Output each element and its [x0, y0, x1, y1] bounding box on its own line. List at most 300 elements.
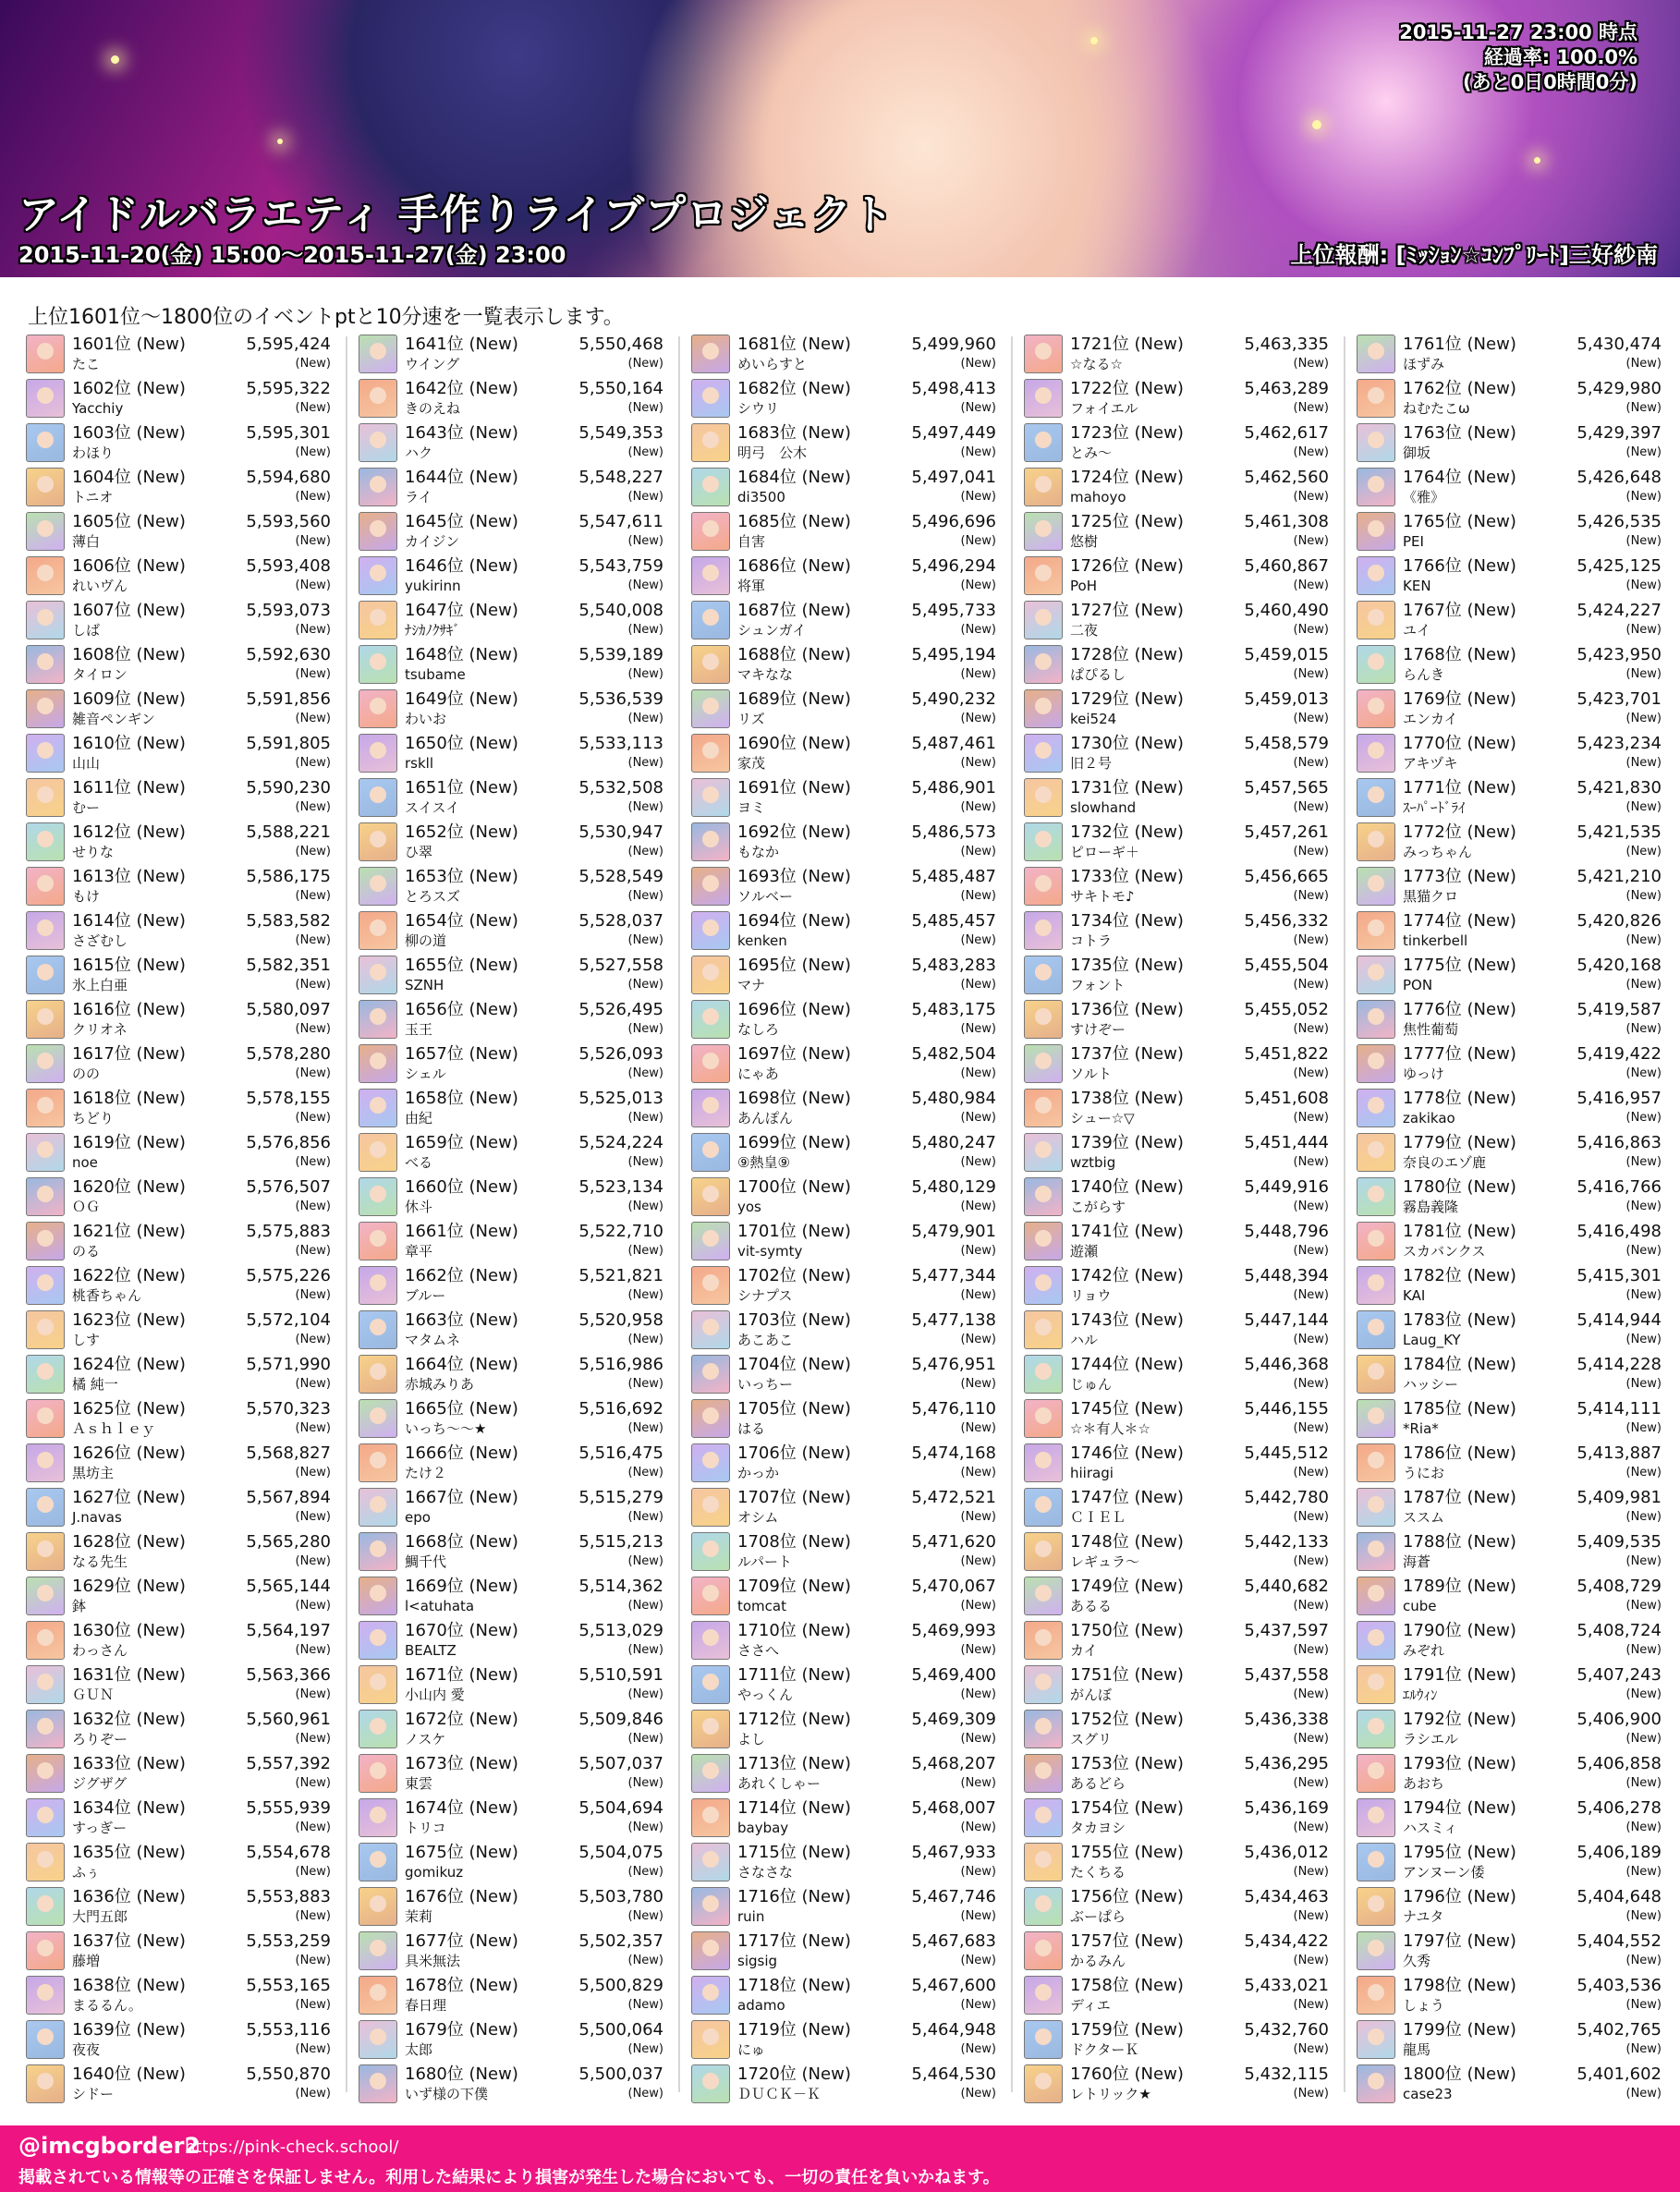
rank-label: 1604位 (New) [72, 468, 186, 487]
player-name: 雑音ペンギン [72, 711, 155, 727]
sparkle-decoration [111, 55, 119, 64]
ranking-entry [1355, 1353, 1665, 1397]
idol-avatar [26, 1089, 65, 1127]
event-points: 5,449,916 [1244, 1177, 1329, 1197]
ranking-entry [1022, 1486, 1333, 1530]
player-name: ピローギ＋ [1070, 844, 1140, 860]
ranking-entry [1022, 1885, 1333, 1930]
idol-avatar [691, 1355, 730, 1394]
idol-avatar [1024, 689, 1063, 728]
ranking-entry [24, 1397, 335, 1442]
event-points: 5,550,164 [578, 379, 663, 398]
event-points: 5,590,230 [246, 778, 331, 798]
player-name: ウイング [405, 356, 460, 372]
player-name: 氷上白亜 [72, 977, 128, 993]
speed-new-label: (New) [1625, 357, 1662, 371]
rank-label: 1657位 (New) [405, 1044, 518, 1064]
event-points: 5,480,984 [911, 1089, 996, 1108]
event-points: 5,477,344 [911, 1266, 996, 1285]
idol-avatar [1024, 1798, 1063, 1837]
idol-avatar [691, 1488, 730, 1527]
idol-avatar [26, 734, 65, 773]
rank-label: 1686位 (New) [737, 556, 851, 576]
event-points: 5,436,012 [1244, 1843, 1329, 1862]
rank-label: 1671位 (New) [405, 1665, 518, 1685]
idol-avatar [1024, 1133, 1063, 1172]
player-name: のの [72, 1066, 101, 1082]
speed-new-label: (New) [627, 357, 663, 371]
ranking-entry [1355, 1264, 1665, 1309]
speed-new-label: (New) [295, 1909, 331, 1923]
rank-label: 1644位 (New) [405, 468, 518, 487]
player-name: 焦性葡萄 [1403, 1021, 1459, 1038]
speed-new-label: (New) [960, 1687, 996, 1701]
rank-label: 1703位 (New) [737, 1310, 851, 1330]
player-name: 明弓 公木 [737, 444, 808, 461]
idol-avatar [691, 1443, 730, 1482]
ranking-entry [689, 1175, 1000, 1220]
rank-label: 1613位 (New) [72, 867, 186, 886]
idol-avatar [26, 556, 65, 595]
idol-avatar [359, 1843, 397, 1881]
speed-new-label: (New) [295, 800, 331, 814]
player-name: じゅん [1070, 1376, 1113, 1393]
event-points: 5,497,041 [911, 468, 996, 487]
ranking-column [24, 333, 335, 2107]
idol-avatar [1024, 911, 1063, 950]
player-name: PoH [1070, 578, 1097, 594]
ranking-entry [689, 1530, 1000, 1575]
player-name: ☆＊有人＊☆ [1070, 1420, 1150, 1437]
player-name: ふぅ [72, 1864, 101, 1881]
ranking-entry [1355, 1752, 1665, 1796]
idol-avatar [26, 335, 65, 373]
rank-label: 1736位 (New) [1070, 1000, 1184, 1019]
speed-new-label: (New) [1625, 1288, 1662, 1302]
ranking-entry [24, 1264, 335, 1309]
rank-label: 1722位 (New) [1070, 379, 1184, 398]
rank-label: 1771位 (New) [1403, 778, 1516, 798]
speed-new-label: (New) [295, 756, 331, 770]
ranking-entry [1355, 377, 1665, 421]
idol-avatar [691, 423, 730, 462]
ranking-entry [1355, 776, 1665, 821]
player-name: わいお [405, 711, 447, 727]
player-name: 具米無法 [405, 1953, 461, 1969]
rank-label: 1618位 (New) [72, 1089, 186, 1108]
rank-label: 1764位 (New) [1403, 468, 1516, 487]
ranking-entry [357, 377, 667, 421]
ranking-entry [24, 1796, 335, 1841]
idol-avatar [359, 556, 397, 595]
speed-new-label: (New) [1293, 1687, 1329, 1701]
player-name: ナユタ [1403, 1908, 1444, 1925]
player-name: たくちる [1070, 1864, 1126, 1881]
idol-avatar [1357, 1177, 1395, 1216]
timestamp-block [1399, 20, 1637, 95]
ranking-entry [357, 2063, 667, 2107]
player-name: ソルベー [737, 888, 794, 905]
event-points: 5,462,560 [1244, 468, 1329, 487]
idol-avatar [26, 423, 65, 462]
rank-label: 1668位 (New) [405, 1532, 518, 1552]
speed-new-label: (New) [627, 1554, 663, 1568]
speed-new-label: (New) [295, 1421, 331, 1435]
player-name: 久秀 [1403, 1953, 1431, 1969]
ranking-entry [357, 1087, 667, 1131]
ranking-entry [24, 643, 335, 688]
speed-new-label: (New) [1293, 1066, 1329, 1080]
event-points: 5,526,495 [578, 1000, 663, 1019]
event-points: 5,485,457 [911, 911, 996, 931]
ranking-entry [1022, 865, 1333, 909]
idol-avatar [1357, 1798, 1395, 1837]
elapsed-rate: 経過率: 100.0% [1483, 46, 1637, 68]
player-name: 御坂 [1403, 444, 1431, 461]
rank-label: 1693位 (New) [737, 867, 851, 886]
ranking-entry [357, 510, 667, 554]
rank-label: 1672位 (New) [405, 1710, 518, 1729]
rank-label: 1694位 (New) [737, 911, 851, 931]
rank-label: 1784位 (New) [1403, 1355, 1516, 1374]
ranking-entry [1355, 599, 1665, 643]
player-name: なしろ [737, 1021, 780, 1038]
rank-label: 1794位 (New) [1403, 1798, 1516, 1818]
event-points: 5,497,449 [911, 423, 996, 443]
ranking-entry [1355, 1309, 1665, 1353]
rank-label: 1646位 (New) [405, 556, 518, 576]
ranking-entry [24, 1442, 335, 1486]
event-points: 5,448,796 [1244, 1222, 1329, 1241]
idol-avatar [1357, 1621, 1395, 1660]
event-points: 5,575,226 [246, 1266, 331, 1285]
rank-label: 1743位 (New) [1070, 1310, 1184, 1330]
idol-avatar [359, 1044, 397, 1083]
speed-new-label: (New) [295, 401, 331, 415]
idol-avatar [359, 423, 397, 462]
ranking-entry [1355, 643, 1665, 688]
twitter-handle[interactable]: @imcgborder2 [18, 2133, 201, 2159]
event-points: 5,595,322 [246, 379, 331, 398]
speed-new-label: (New) [1625, 1377, 1662, 1391]
rank-label: 1617位 (New) [72, 1044, 186, 1064]
player-name: マキなな [737, 666, 794, 683]
player-name: カイジン [405, 533, 460, 550]
speed-new-label: (New) [1293, 1111, 1329, 1125]
idol-avatar [26, 379, 65, 418]
idol-avatar [26, 1399, 65, 1438]
speed-new-label: (New) [960, 756, 996, 770]
ranking-entry [24, 1175, 335, 1220]
idol-avatar [691, 1621, 730, 1660]
idol-avatar [26, 512, 65, 551]
rank-label: 1662位 (New) [405, 1266, 518, 1285]
idol-avatar [1024, 601, 1063, 639]
event-points: 5,436,338 [1244, 1710, 1329, 1729]
rank-label: 1750位 (New) [1070, 1621, 1184, 1640]
idol-avatar [1357, 1310, 1395, 1349]
speed-new-label: (New) [960, 978, 996, 992]
rank-label: 1614位 (New) [72, 911, 186, 931]
event-points: 5,507,037 [578, 1754, 663, 1773]
rank-label: 1635位 (New) [72, 1843, 186, 1862]
idol-avatar [1357, 1443, 1395, 1482]
ranking-entry [1355, 1575, 1665, 1619]
player-name: ハル [1070, 1332, 1099, 1348]
speed-new-label: (New) [1625, 1200, 1662, 1213]
speed-new-label: (New) [627, 978, 663, 992]
player-name: ぱぴるし [1070, 666, 1126, 683]
player-name: ノスケ [405, 1731, 446, 1748]
ranking-entry [357, 1619, 667, 1663]
player-name: サキトモ♪ [1070, 888, 1135, 905]
rank-label: 1790位 (New) [1403, 1621, 1516, 1640]
ranking-entry [689, 1708, 1000, 1752]
event-points: 5,582,351 [246, 956, 331, 975]
player-name: レギュラ～ [1070, 1553, 1140, 1570]
speed-new-label: (New) [627, 1333, 663, 1346]
event-points: 5,467,683 [911, 1931, 996, 1951]
idol-avatar [26, 1000, 65, 1039]
player-name: 霧島義隆 [1403, 1199, 1459, 1215]
event-points: 5,419,422 [1577, 1044, 1662, 1064]
idol-avatar [26, 1798, 65, 1837]
ranking-entry [357, 1752, 667, 1796]
ranking-entry [24, 1885, 335, 1930]
player-name: ねむたこω [1403, 400, 1470, 417]
event-points: 5,496,294 [911, 556, 996, 576]
speed-new-label: (New) [1293, 1288, 1329, 1302]
ranking-entry [689, 1486, 1000, 1530]
rank-label: 1759位 (New) [1070, 2020, 1184, 2040]
speed-new-label: (New) [1625, 1687, 1662, 1701]
idol-avatar [1357, 1399, 1395, 1438]
idol-avatar [359, 1266, 397, 1305]
speed-new-label: (New) [1625, 401, 1662, 415]
idol-avatar [691, 1843, 730, 1881]
ranking-entry [689, 510, 1000, 554]
idol-avatar [1024, 956, 1063, 994]
rank-label: 1751位 (New) [1070, 1665, 1184, 1685]
speed-new-label: (New) [1293, 1776, 1329, 1790]
event-points: 5,515,213 [578, 1532, 663, 1552]
speed-new-label: (New) [627, 1244, 663, 1258]
ranking-entry [1022, 466, 1333, 510]
player-name: にゃあ [737, 1066, 779, 1082]
speed-new-label: (New) [960, 800, 996, 814]
rank-label: 1616位 (New) [72, 1000, 186, 1019]
site-link[interactable]: https://pink-check.school/ [185, 2137, 399, 2157]
player-name: がんぼ [1070, 1687, 1113, 1703]
rank-label: 1652位 (New) [405, 822, 518, 842]
ranking-entry [1355, 510, 1665, 554]
player-name: コトラ [1070, 932, 1113, 949]
idol-avatar [691, 1000, 730, 1039]
ranking-entry [24, 1087, 335, 1131]
event-points: 5,455,052 [1244, 1000, 1329, 1019]
idol-avatar [691, 867, 730, 906]
event-points: 5,423,234 [1577, 734, 1662, 753]
idol-avatar [691, 1222, 730, 1260]
ranking-entry [1355, 732, 1665, 776]
speed-new-label: (New) [960, 1244, 996, 1258]
rank-label: 1630位 (New) [72, 1621, 186, 1640]
ranking-entry [1355, 2018, 1665, 2063]
ranking-entry [1022, 333, 1333, 377]
ranking-entry [1355, 1131, 1665, 1175]
column-divider [1344, 336, 1345, 2092]
ranking-entry [24, 510, 335, 554]
idol-avatar [359, 1931, 397, 1970]
idol-avatar [691, 556, 730, 595]
player-name: kei524 [1070, 711, 1117, 727]
ranking-entry [689, 1752, 1000, 1796]
footer [0, 2125, 1680, 2192]
player-name: vit-symty [737, 1243, 803, 1260]
ranking-entry [357, 1220, 667, 1264]
player-name: アンヌーン倭 [1403, 1864, 1485, 1881]
ranking-entry [689, 1841, 1000, 1885]
speed-new-label: (New) [960, 445, 996, 459]
rank-label: 1654位 (New) [405, 911, 518, 931]
event-points: 5,526,093 [578, 1044, 663, 1064]
rank-label: 1679位 (New) [405, 2020, 518, 2040]
ranking-entry [357, 421, 667, 466]
ranking-entry [1022, 421, 1333, 466]
player-name: 奈良のエゾ鹿 [1403, 1154, 1487, 1171]
rank-label: 1708位 (New) [737, 1532, 851, 1552]
idol-avatar [691, 1266, 730, 1305]
ranking-entry [689, 1309, 1000, 1353]
event-points: 5,451,608 [1244, 1089, 1329, 1108]
speed-new-label: (New) [627, 933, 663, 947]
rank-label: 1775位 (New) [1403, 956, 1516, 975]
event-points: 5,575,883 [246, 1222, 331, 1241]
player-name: ruin [737, 1908, 765, 1925]
rank-label: 1638位 (New) [72, 1976, 186, 1995]
rank-label: 1691位 (New) [737, 778, 851, 798]
speed-new-label: (New) [627, 445, 663, 459]
idol-avatar [26, 956, 65, 994]
idol-avatar [1357, 556, 1395, 595]
speed-new-label: (New) [295, 1022, 331, 1036]
ranking-entry [1022, 1752, 1333, 1796]
ranking-entry [24, 732, 335, 776]
player-name: すっぎー [72, 1820, 128, 1836]
rank-label: 1776位 (New) [1403, 1000, 1516, 1019]
event-points: 5,533,113 [578, 734, 663, 753]
player-name: ゆっけ [1403, 1066, 1444, 1082]
event-points: 5,565,280 [246, 1532, 331, 1552]
rank-label: 1727位 (New) [1070, 601, 1184, 620]
speed-new-label: (New) [960, 1200, 996, 1213]
idol-avatar [1024, 556, 1063, 595]
rank-label: 1738位 (New) [1070, 1089, 1184, 1108]
idol-avatar [359, 1887, 397, 1926]
idol-avatar [359, 1222, 397, 1260]
speed-new-label: (New) [627, 1288, 663, 1302]
idol-avatar [691, 778, 730, 817]
idol-avatar [691, 1310, 730, 1349]
ranking-entry [357, 599, 667, 643]
sparkle-decoration [277, 139, 283, 144]
rank-label: 1688位 (New) [737, 645, 851, 664]
ranking-entry [24, 954, 335, 998]
rank-label: 1609位 (New) [72, 689, 186, 709]
speed-new-label: (New) [1625, 712, 1662, 725]
ranking-entry [1022, 954, 1333, 998]
event-points: 5,457,261 [1244, 822, 1329, 842]
player-name: ほずみ [1403, 356, 1445, 372]
speed-new-label: (New) [1625, 1865, 1662, 1879]
event-points: 5,469,993 [911, 1621, 996, 1640]
ranking-entry [1355, 1930, 1665, 1974]
idol-avatar [26, 1177, 65, 1216]
event-points: 5,460,867 [1244, 556, 1329, 576]
speed-new-label: (New) [1293, 1155, 1329, 1169]
speed-new-label: (New) [960, 1022, 996, 1036]
idol-avatar [1357, 1710, 1395, 1748]
idol-avatar [359, 1355, 397, 1394]
ranking-entry [689, 1930, 1000, 1974]
player-name: *Ria* [1403, 1420, 1439, 1437]
event-points: 5,437,597 [1244, 1621, 1329, 1640]
player-name: ＯＧ [72, 1199, 101, 1215]
speed-new-label: (New) [1625, 1554, 1662, 1568]
player-name: べる [405, 1154, 433, 1171]
ranking-entry [1022, 732, 1333, 776]
event-points: 5,403,536 [1577, 1976, 1662, 1995]
idol-avatar [1357, 1577, 1395, 1615]
rank-label: 1702位 (New) [737, 1266, 851, 1285]
event-points: 5,555,939 [246, 1798, 331, 1818]
event-points: 5,586,175 [246, 867, 331, 886]
rank-label: 1729位 (New) [1070, 689, 1184, 709]
idol-avatar [26, 1532, 65, 1571]
idol-avatar [26, 1710, 65, 1748]
ranking-entry [1022, 1087, 1333, 1131]
event-points: 5,550,468 [578, 335, 663, 354]
ranking-entry [1355, 954, 1665, 998]
rank-label: 1619位 (New) [72, 1133, 186, 1152]
event-points: 5,576,507 [246, 1177, 331, 1197]
speed-new-label: (New) [627, 1421, 663, 1435]
event-points: 5,548,227 [578, 468, 663, 487]
rank-label: 1735位 (New) [1070, 956, 1184, 975]
speed-new-label: (New) [960, 534, 996, 548]
event-points: 5,500,037 [578, 2064, 663, 2084]
speed-new-label: (New) [1293, 1599, 1329, 1613]
player-name: ｴﾙｳｨﾝ [1403, 1687, 1438, 1703]
ranking-entry [24, 776, 335, 821]
ranking-entry [24, 466, 335, 510]
event-points: 5,415,301 [1577, 1266, 1662, 1285]
player-name: かるみん [1070, 1953, 1126, 1969]
player-name: アキヅキ [1403, 755, 1458, 772]
ranking-entry [357, 1309, 667, 1353]
rank-label: 1768位 (New) [1403, 645, 1516, 664]
speed-new-label: (New) [627, 2042, 663, 2056]
event-points: 5,554,678 [246, 1843, 331, 1862]
idol-avatar [359, 1577, 397, 1615]
speed-new-label: (New) [1625, 1022, 1662, 1036]
player-name: もけ [72, 888, 101, 905]
speed-new-label: (New) [627, 1599, 663, 1613]
player-name: ディエ [1070, 1997, 1111, 2014]
rank-label: 1653位 (New) [405, 867, 518, 886]
rank-label: 1655位 (New) [405, 956, 518, 975]
event-points: 5,500,829 [578, 1976, 663, 1995]
